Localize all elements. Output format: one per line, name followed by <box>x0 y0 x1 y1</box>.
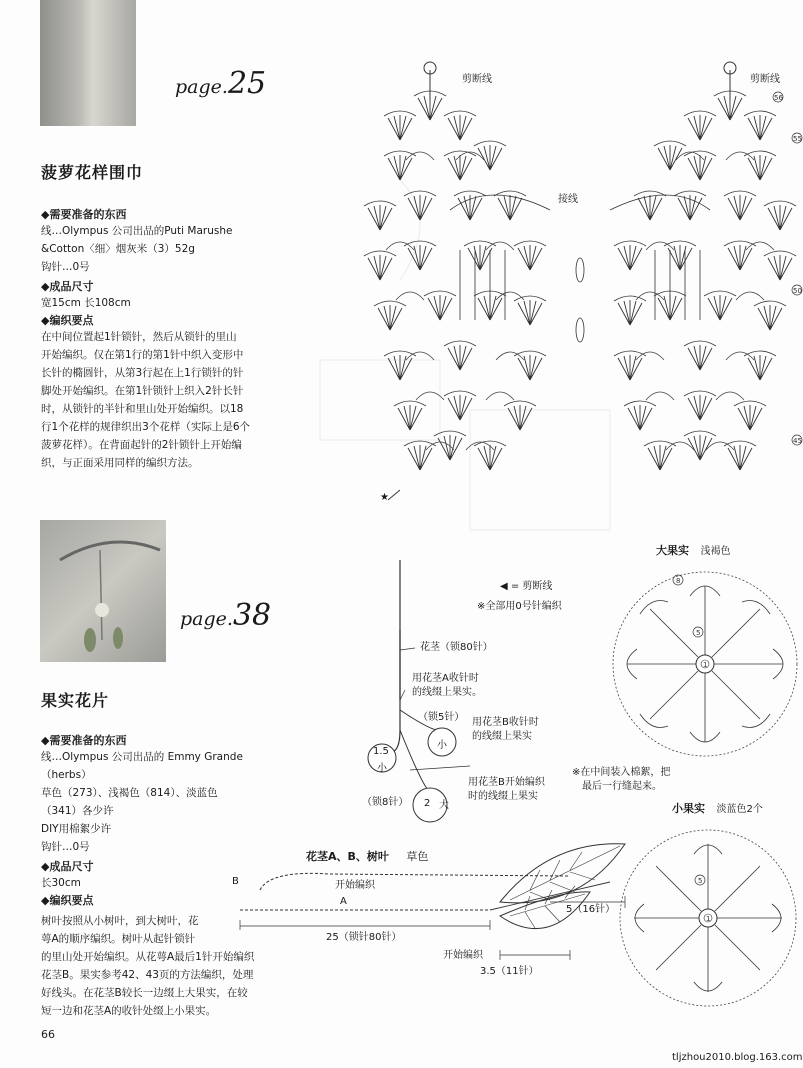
big-fruit-title: 大果实 浅褐色 <box>656 544 731 557</box>
fruit-motif-photo <box>40 520 166 662</box>
notes-line: 脚处开始编织。在第1针锁针上织入2针长针 <box>41 385 244 397</box>
materials-line: 线…Olympus 公司出品的 Emmy Grande <box>41 751 243 763</box>
size-value: 宽15cm 长108cm <box>41 297 131 309</box>
materials-line: &Cotton〈细〉烟灰米（3）52g <box>41 243 195 255</box>
materials-line: DIY用棉絮少许 <box>41 823 112 835</box>
fruit-motif-title: 果实花片 <box>41 691 110 710</box>
svg-text:1: 1 <box>703 661 708 669</box>
notes-line: 开始编织。仅在第1行的第1针中织入变形中 <box>41 349 244 361</box>
label-a: A <box>340 896 347 907</box>
hook-note: ※全部用0号针编织 <box>477 601 562 612</box>
size-header: ◆成品尺寸 <box>41 280 94 293</box>
small-fruit-chart <box>616 820 800 1016</box>
notes-line: 菠萝花样）。在背面起针的2针锁针上开始编 <box>41 439 242 451</box>
materials-line: 草色（273）、浅褐色（814）、淡蓝色 <box>41 787 218 799</box>
pineapple-stitch-chart <box>360 60 800 630</box>
svg-text:1: 1 <box>706 915 711 923</box>
large-leaf-size: 5（16针） <box>566 904 616 915</box>
svg-text:50: 50 <box>793 287 802 295</box>
notes-header: ◆编织要点 <box>41 314 94 327</box>
notes-line: 长针的橢圆针，从第3行起在上1行锁针的针 <box>41 367 244 379</box>
stem-label: 花茎（锁80针） <box>420 642 493 653</box>
small-fruit-title: 小果实 淡蓝色2个 <box>672 802 763 815</box>
start-star: ★ <box>380 492 389 503</box>
notes-line: 时，从锁针的半针和里山处开始编织。以18 <box>41 403 244 415</box>
fruit-small-label: 小 <box>377 763 387 774</box>
scarf-instructions <box>41 206 311 472</box>
cut-label-right: 剪断线 <box>750 74 780 85</box>
right-pineapple <box>610 62 796 470</box>
left-pineapple <box>364 62 584 470</box>
start-label-1: 开始编织 <box>335 880 375 891</box>
materials-line: 钩针…0号 <box>41 261 90 273</box>
svg-text:5: 5 <box>698 877 703 885</box>
materials-line: （341）各少许 <box>41 805 114 817</box>
notes-line: 的里山处开始编织。从花萼A最后1针开始编织 <box>41 951 255 963</box>
join-label: 接线 <box>558 194 578 205</box>
big-fruit-note: ※在中间装入棉絮，把 最后一行缝起来。 <box>572 767 671 792</box>
notes-line: 萼A的顺序编织。树叶从起针锁针 <box>41 933 196 945</box>
svg-text:5: 5 <box>696 629 701 637</box>
svg-text:45: 45 <box>793 437 802 445</box>
fruit-small-num: 1.5 <box>373 746 389 757</box>
svg-text:8: 8 <box>676 577 681 585</box>
cut-label-left: 剪断线 <box>462 74 492 85</box>
size-value: 长30cm <box>41 877 81 889</box>
size-header: ◆成品尺寸 <box>41 860 94 873</box>
scarf-photo <box>40 0 136 126</box>
fruit-motif-photo-sketch <box>40 520 166 662</box>
stem-a-note: 用花茎A收针时 的线缀上果实。 <box>412 673 482 698</box>
materials-header: ◆需要准备的东西 <box>41 734 127 747</box>
ch8-label: （锁8针） <box>362 797 409 808</box>
materials-line: 线…Olympus 公司出品的Puti Marushe <box>41 225 233 237</box>
big-fruit-chart <box>610 566 800 766</box>
materials-line: （herbs） <box>41 769 92 781</box>
stem-length: 25（锁针80针） <box>326 932 402 943</box>
notes-header: ◆编织要点 <box>41 894 94 907</box>
notes-line: 短一边和花茎A的收针处缀上小果实。 <box>41 1005 217 1017</box>
fruit-big-num: 2 <box>424 798 431 809</box>
svg-text:55: 55 <box>793 135 802 143</box>
ch5-label: （锁5针） <box>418 712 465 723</box>
materials-header: ◆需要准备的东西 <box>41 208 127 221</box>
notes-line: 行1个花样的规律织出3个花样（实际上是6个 <box>41 421 251 433</box>
scarf-title: 菠萝花样围巾 <box>41 163 144 182</box>
svg-text:56: 56 <box>774 94 783 102</box>
notes-line: 织，与正面采用同样的编织方法。 <box>41 457 199 469</box>
label-b: B <box>232 876 239 887</box>
notes-line: 花茎B。果实参考42、43页的方法编织，处理 <box>41 969 254 981</box>
stem-b-start-note: 用花茎B开始编织 时的线缀上果实 <box>468 777 545 802</box>
fruit-small-label-b: 小 <box>437 740 447 751</box>
leaf-chart-title: 花茎A、B、树叶 草色 <box>306 850 429 863</box>
start-chain <box>388 490 400 500</box>
notes-line: 树叶按照从小树叶，到大树叶，花 <box>41 915 199 927</box>
page-ref-38: page.38 <box>180 598 272 633</box>
materials-line: 钩针…0号 <box>41 841 90 853</box>
page-number: 66 <box>41 1028 55 1041</box>
start-label-2: 开始编织 <box>443 950 483 961</box>
notes-line: 在中间位置起1针锁针，然后从锁针的里山 <box>41 331 237 343</box>
fruit-big-label: 大 <box>439 800 449 811</box>
page-ref-25: page.25 <box>175 66 267 101</box>
stem-b-end-note: 用花茎B收针时 的线缀上果实 <box>472 717 539 742</box>
blog-credit: tljzhou2010.blog.163.com <box>672 1052 803 1063</box>
small-leaf-size: 3.5（11针） <box>480 966 539 977</box>
notes-line: 好线头。在花茎B较长一边缀上大果实，在较 <box>41 987 248 999</box>
cut-legend: ◀ = 剪断线 <box>500 581 553 592</box>
